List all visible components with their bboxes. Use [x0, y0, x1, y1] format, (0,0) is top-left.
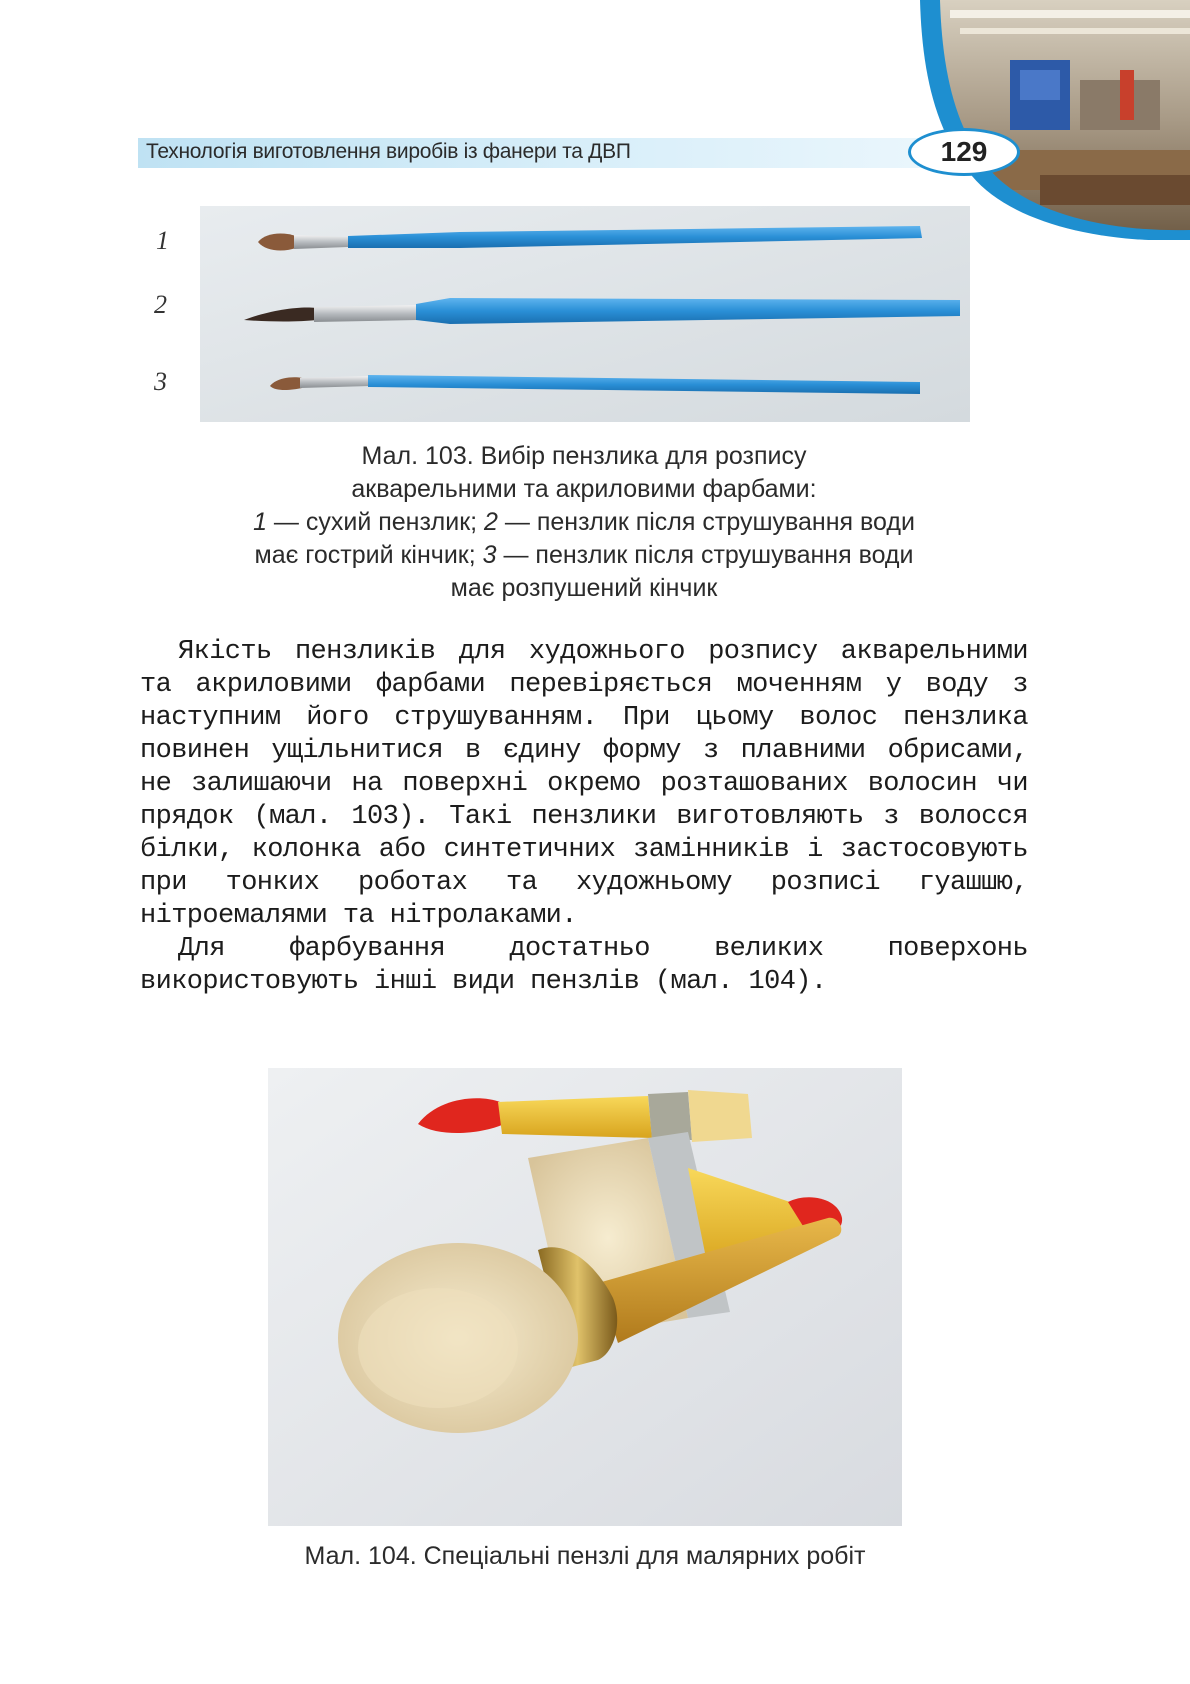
caption-number-2: 2 [484, 508, 498, 536]
figure-103-caption-line-4: має гострий кінчик; 3 — пензлик після струшування води [254, 541, 914, 569]
figure-104-caption: Мал. 104. Спеціальні пензлі для малярних робіт [304, 1542, 866, 1570]
figure-103-label-1: 1 [156, 226, 169, 255]
figure-103-label-3: 3 [154, 367, 167, 396]
figure-103-label-2: 2 [154, 290, 167, 319]
body-paragraph-2: Для фарбування достатньо великих поверхонь використовують інші види пензлів (мал. 104). [140, 934, 1028, 997]
figure-103-caption-line-3: 1 — сухий пензлик; 2 — пензлик після струшування води [253, 508, 915, 536]
body-paragraph-1: Якість пензликів для художнього розпису акварельними та акриловими фарбами перевіряється моченням у воду з наступним його струшуванням. При цьому волос пензлика повинен ущільнитися в єдину форму з плавними обрисами, не залишаючи на поверхні окремо розташованих волосин чи прядок (мал. 103). Такі пензлики виготовляють з волосся білки, колонка або синтетичних замінників і застосовують при тонких роботах та художньому розписі гуашшю, нітроемалями та нітролаками. [140, 637, 1028, 931]
figure-103-caption-line-5: має розпушений кінчик [450, 574, 718, 602]
figure-103-brushes-photo [200, 206, 970, 422]
page-number: 129 [908, 128, 1020, 176]
figure-103-caption-line-1: Мал. 103. Вибір пензлика для розпису [361, 442, 807, 470]
caption-number-1: 1 [253, 508, 267, 536]
caption-number-3: 3 [482, 541, 497, 569]
body-text [140, 636, 1028, 999]
figure-103-caption-line-2: акварельними та акриловими фарбами: [351, 475, 817, 503]
corner-photo-decoration [920, 0, 1190, 240]
running-header-title: Технологія виготовлення виробів із фанери та ДВП [146, 140, 631, 163]
figure-104-painting-brushes-photo [268, 1068, 902, 1526]
figure-103-caption [140, 440, 1028, 605]
